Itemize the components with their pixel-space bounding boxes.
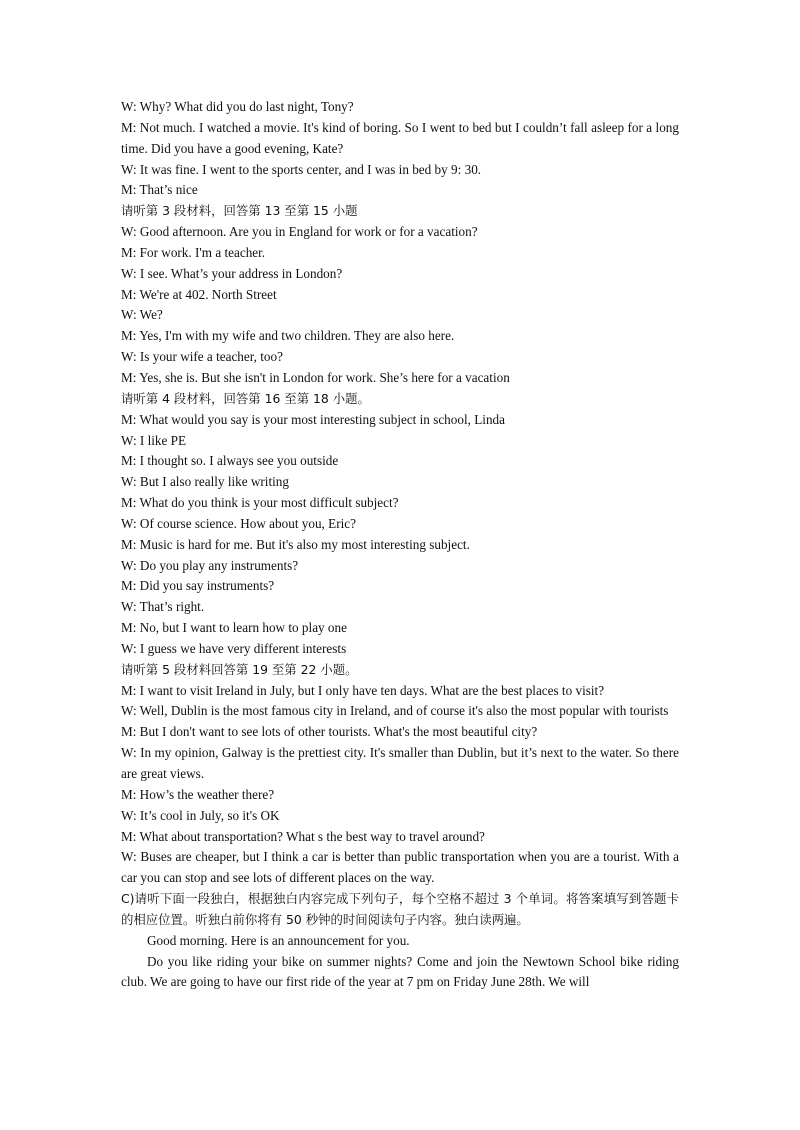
transcript-line: M: For work. I'm a teacher.	[121, 244, 266, 260]
transcript-line: W: We?	[121, 307, 163, 323]
transcript-line: M: But I don't want to see lots of other tourists. What's the most beautiful city?	[121, 724, 538, 740]
transcript-line: W: Good afternoon. Are you in England for work or for a vacation?	[121, 224, 478, 240]
monologue-paragraph: Do you like riding your bike on summer nights? Come and join the Newtown School bike riding club. We are going to have our first ride of the year at 7 pm on Friday June 28th. We will	[121, 953, 679, 990]
transcript-line: M: Did you say instruments?	[121, 578, 275, 594]
transcript-line: W: Buses are cheaper, but I think a car is better than public transportation when you are a tourist. With a car you can stop and see lots of different places on the way.	[121, 849, 679, 886]
transcript-line: W: In my opinion, Galway is the prettiest city. It's smaller than Dublin, but it’s next to the water. So there are great views.	[121, 745, 679, 781]
transcript-line: W: Do you play any instruments?	[121, 557, 299, 573]
transcript-line: W: Well, Dublin is the most famous city in Ireland, and of course it's also the most popular with tourists	[121, 703, 669, 719]
transcript-line: M: That’s nice	[121, 182, 198, 198]
transcript-line: W: I like PE	[121, 432, 187, 448]
transcript-line: M: Yes, she is. But she isn't in London for work. She’s here for a vacation	[121, 369, 510, 385]
monologue-paragraph: Good morning. Here is an announcement for you.	[147, 932, 410, 948]
transcript-line: M: I thought so. I always see you outside	[121, 453, 339, 469]
section-c-instruction: C)请听下面一段独白，根据独白内容完成下列句子，每个空格不超过 3 个单词。将答案填写到答题卡的相应位置。听独白前你将有 50 秒钟的时间阅读句子内容。独白读两遍。	[121, 891, 679, 927]
transcript-line: W: That’s right.	[121, 599, 205, 615]
transcript-line: M: Music is hard for me. But it's also my most interesting subject.	[121, 536, 470, 552]
transcript-line: W: It was fine. I went to the sports center, and I was in bed by 9: 30.	[121, 161, 482, 177]
transcript-line: W: It’s cool in July, so it's OK	[121, 807, 280, 823]
transcript-line: W: Why? What did you do last night, Tony?	[121, 99, 354, 114]
transcript-line: M: What would you say is your most interesting subject in school, Linda	[121, 411, 505, 427]
transcript-line: W: I guess we have very different interests	[121, 640, 347, 656]
transcript-line: M: What about transportation? What s the best way to travel around?	[121, 828, 485, 844]
transcript-line: M: We're at 402. North Street	[121, 286, 277, 302]
transcript-line: W: But I also really like writing	[121, 474, 289, 490]
section-heading: 请听第 3 段材料，回答第 13 至第 15 小题	[121, 203, 358, 219]
transcript-line: M: I want to visit Ireland in July, but I only have ten days. What are the best places to visit?	[121, 682, 605, 698]
transcript-line: M: No, but I want to learn how to play one	[121, 620, 347, 636]
transcript-line: W: Of course science. How about you, Eric?	[121, 515, 356, 531]
transcript-line: M: What do you think is your most difficult subject?	[121, 495, 399, 511]
transcript-line: M: Yes, I'm with my wife and two children. They are also here.	[121, 328, 455, 344]
transcript-line: W: Is your wife a teacher, too?	[121, 349, 283, 365]
document-page	[121, 97, 679, 993]
transcript-line: M: Not much. I watched a movie. It's kind of boring. So I went to bed but I couldn’t fall asleep for a long time. Did you have a good evening, Kate?	[121, 119, 679, 156]
section-heading: 请听第 4 段材料，回答第 16 至第 18 小题。	[121, 390, 370, 406]
transcript-line: W: I see. What’s your address in London?	[121, 265, 343, 281]
section-heading: 请听第 5 段材料回答第 19 至第 22 小题。	[121, 661, 358, 677]
transcript-line: M: How’s the weather there?	[121, 786, 275, 802]
